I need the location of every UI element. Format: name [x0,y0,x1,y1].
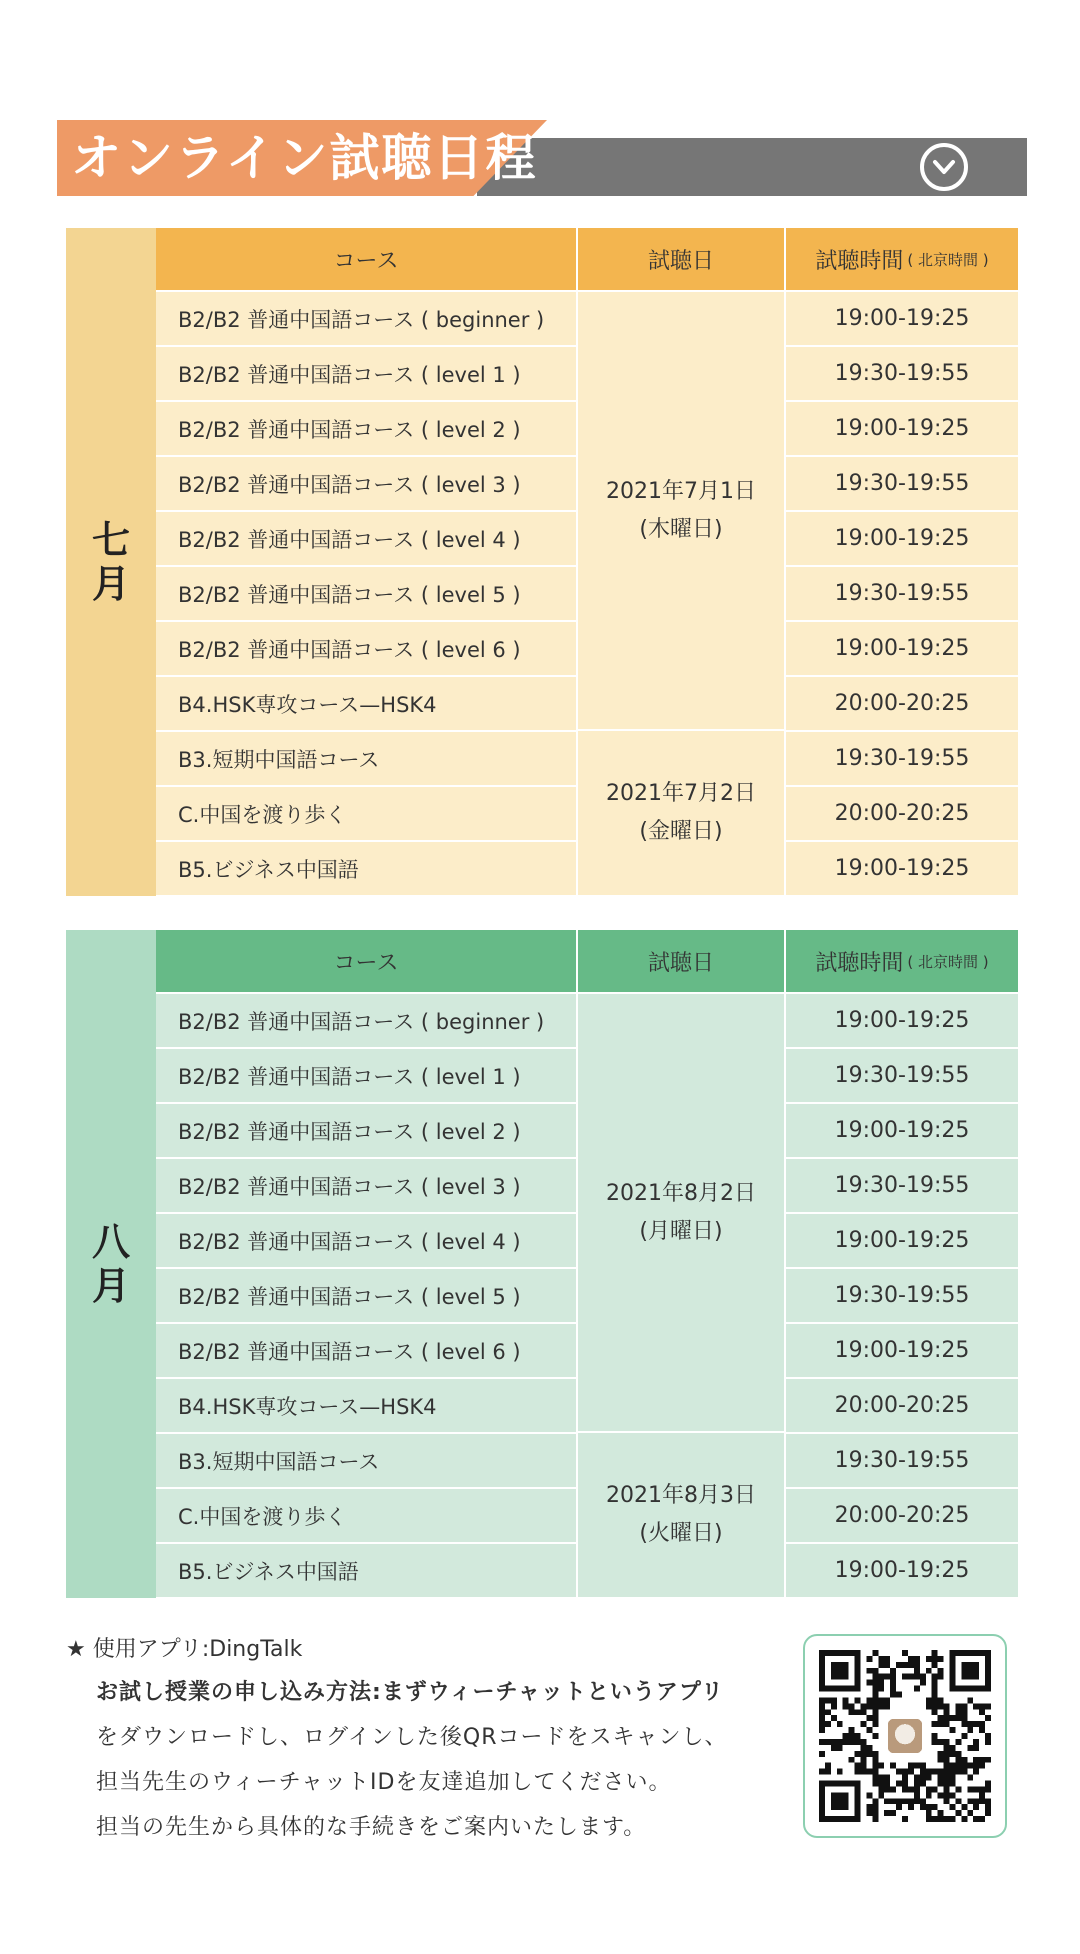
page-title: オンライン試聴日程 [71,129,538,187]
title-banner [57,120,1027,196]
course-cell: B2/B2 普通中国語コース ( level 4 ) [156,512,576,565]
course-cell: B2/B2 普通中国語コース ( level 5 ) [156,567,576,620]
time-cell: 19:00-19:25 [786,1104,1018,1157]
time-cell: 19:30-19:55 [786,1269,1018,1322]
time-cell: 19:00-19:25 [786,1214,1018,1267]
time-cell: 20:00-20:25 [786,677,1018,730]
instruction-line: 担当の先生から具体的な手続きをご案内いたします。 [96,1815,647,1840]
header-time-label: 試聴時間 [815,248,904,274]
header-date: 試聴日 [578,930,784,992]
course-cell: B2/B2 普通中国語コース ( level 6 ) [156,1324,576,1377]
time-cell: 19:30-19:55 [786,347,1018,400]
instruction-line: 担当先生のウィーチャットIDを友達追加してください。 [96,1770,672,1795]
time-cell: 19:00-19:25 [786,512,1018,565]
course-cell: B3.短期中国語コース [156,732,576,785]
course-cell: B2/B2 普通中国語コース ( level 1 ) [156,347,576,400]
instruction-line: をダウンロードし、ログインした後QRコードをスキャンし、 [96,1725,728,1750]
header-time [786,930,1018,992]
august-schedule-table [66,930,1018,1598]
month-label [66,228,156,896]
course-cell: B5.ビジネス中国語 [156,842,576,895]
time-cell: 19:00-19:25 [786,292,1018,345]
month-label-char: 月 [91,1264,130,1308]
app-line: ★ 使用アプリ:DingTalk [66,1637,303,1662]
course-cell: C.中国を渡り歩く [156,1489,576,1542]
weekday-text: (木曜日) [639,516,723,542]
course-cell: B5.ビジネス中国語 [156,1544,576,1597]
time-cell: 19:00-19:25 [786,1544,1018,1597]
header-course: コース [156,228,576,290]
time-cell: 20:00-20:25 [786,1379,1018,1432]
time-cell: 19:00-19:25 [786,994,1018,1047]
download-circle-icon[interactable] [920,143,968,191]
time-cell: 19:30-19:55 [786,1159,1018,1212]
month-label-char: 七 [91,518,130,562]
course-cell: B2/B2 普通中国語コース ( level 5 ) [156,1269,576,1322]
course-cell: B2/B2 普通中国語コース ( beginner ) [156,292,576,345]
weekday-text: (火曜日) [639,1521,723,1546]
application-notes [66,1630,786,1850]
course-cell: B2/B2 普通中国語コース ( level 4 ) [156,1214,576,1267]
time-cell: 19:30-19:55 [786,1434,1018,1487]
wechat-qr-code[interactable] [803,1634,1007,1838]
time-cell: 19:00-19:25 [786,622,1018,675]
qr-code-graphic [819,1650,991,1822]
date-cell-1 [578,994,784,1431]
time-cell: 19:00-19:25 [786,402,1018,455]
weekday-text: (月曜日) [639,1218,723,1244]
course-cell: B2/B2 普通中国語コース ( level 6 ) [156,622,576,675]
header-time-note: ( 北京時間 ) [907,250,989,269]
date-text: 2021年7月1日 [606,478,756,504]
july-schedule-table [66,228,1018,896]
date-text: 2021年8月3日 [606,1483,756,1508]
time-cell: 19:00-19:25 [786,1324,1018,1377]
time-cell: 19:00-19:25 [786,842,1018,895]
time-cell: 19:30-19:55 [786,1049,1018,1102]
schedule-grid [156,930,1018,1598]
schedule-grid [156,228,1018,896]
instruction-line: お試し授業の申し込み方法:まずウィーチャットというアプリ [96,1680,724,1705]
course-cell: B2/B2 普通中国語コース ( level 1 ) [156,1049,576,1102]
header-date: 試聴日 [578,228,784,290]
date-cell-2 [578,1433,784,1597]
course-cell: B2/B2 普通中国語コース ( level 2 ) [156,1104,576,1157]
course-cell: B2/B2 普通中国語コース ( beginner ) [156,994,576,1047]
header-time [786,228,1018,290]
time-cell: 19:30-19:55 [786,457,1018,510]
course-cell: B4.HSK専攻コース—HSK4 [156,677,576,730]
time-cell: 20:00-20:25 [786,1489,1018,1542]
header-course: コース [156,930,576,992]
header-time-note: ( 北京時間 ) [907,952,989,971]
course-cell: B2/B2 普通中国語コース ( level 3 ) [156,457,576,510]
course-cell: B3.短期中国語コース [156,1434,576,1487]
date-text: 2021年7月2日 [606,781,756,806]
course-cell: C.中国を渡り歩く [156,787,576,840]
time-cell: 20:00-20:25 [786,787,1018,840]
header-time-label: 試聴時間 [815,950,904,976]
course-cell: B2/B2 普通中国語コース ( level 2 ) [156,402,576,455]
month-label-char: 八 [91,1220,130,1264]
course-cell: B4.HSK専攻コース—HSK4 [156,1379,576,1432]
month-label-char: 月 [91,562,130,606]
date-cell-1 [578,292,784,729]
course-cell: B2/B2 普通中国語コース ( level 3 ) [156,1159,576,1212]
time-cell: 19:30-19:55 [786,732,1018,785]
weekday-text: (金曜日) [639,819,723,844]
month-label [66,930,156,1598]
date-text: 2021年8月2日 [606,1180,756,1206]
date-cell-2 [578,731,784,895]
time-cell: 19:30-19:55 [786,567,1018,620]
